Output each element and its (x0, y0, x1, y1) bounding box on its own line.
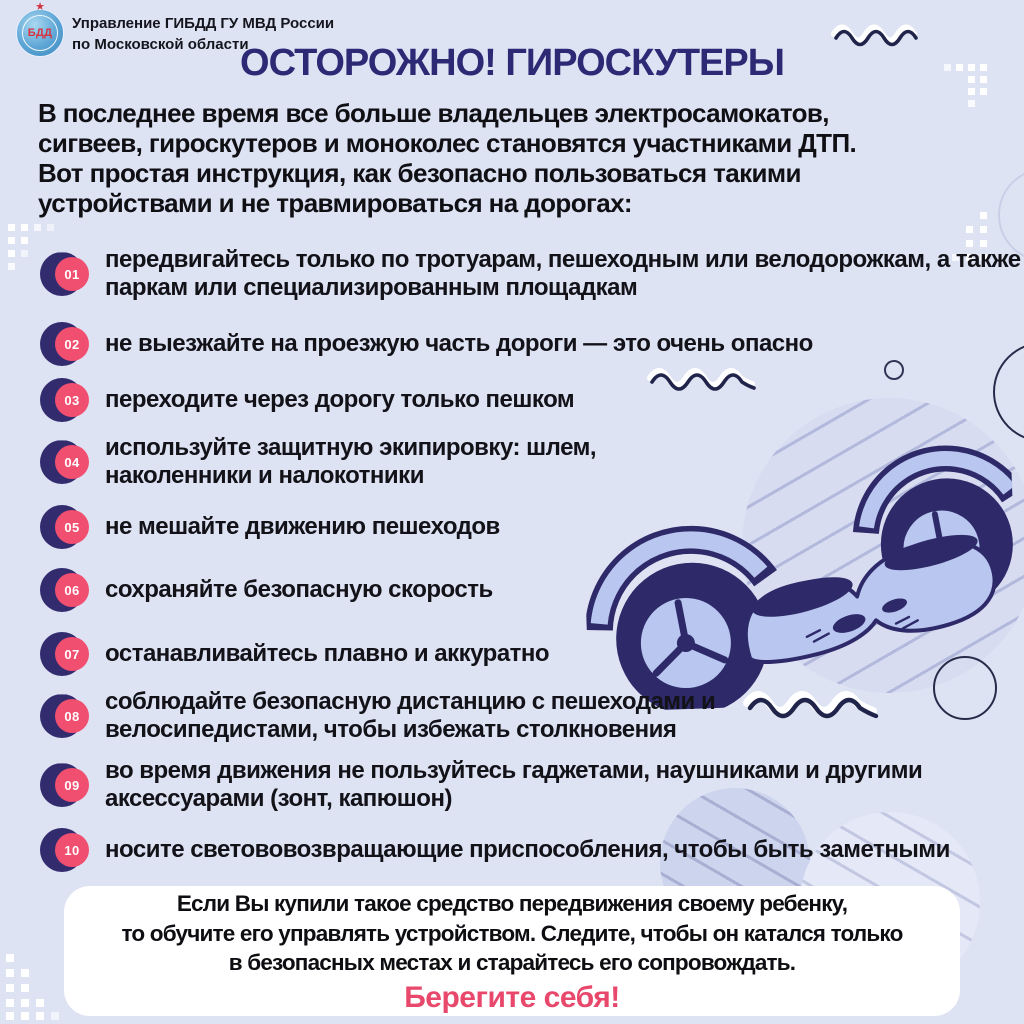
item-number: 06 (55, 573, 89, 607)
footer-line: в безопасных местах и старайтесь его сопровождать. (228, 950, 796, 976)
item-number-badge (40, 505, 92, 549)
item-number-badge (40, 632, 92, 676)
list-item (40, 757, 1024, 814)
list-item-text: носите светововозвращающие приспособления, чтобы быть заметными (105, 835, 950, 863)
item-number: 01 (55, 257, 89, 291)
poster-title: ОСТОРОЖНО! ГИРОСКУТЕРЫ (240, 42, 784, 84)
hoverboard-illustration (581, 438, 1020, 713)
item-number-badge (40, 322, 92, 366)
item-number-badge (40, 763, 92, 807)
list-item-text: используйте защитную экипировку: шлем, наколенники и налокотники (105, 434, 597, 490)
item-number: 05 (55, 510, 89, 544)
item-number-badge (40, 568, 92, 612)
item-number-badge (40, 694, 92, 738)
item-number: 09 (55, 768, 89, 802)
intro-line: Вот простая инструкция, как безопасно пользоваться такими (38, 158, 801, 189)
footer-line: то обучите его управлять устройством. Следите, чтобы он катался только (121, 920, 903, 946)
list-item (40, 434, 625, 491)
intro-paragraph (38, 98, 856, 219)
item-number: 02 (55, 327, 89, 361)
list-item (40, 378, 574, 422)
item-number: 10 (55, 833, 89, 867)
list-item-text: соблюдайте безопасную дистанцию с пешеходами и велосипедистами, чтобы избежать столкновения (105, 688, 716, 744)
item-number-badge (40, 440, 92, 484)
item-number: 03 (55, 383, 89, 417)
squiggle-icon (646, 366, 766, 396)
dots-grid (6, 954, 70, 1022)
footer-highlight: Берегите себя! (404, 981, 620, 1015)
list-item-text: не выезжайте на проезжую часть дороги — это очень опасно (105, 329, 813, 357)
logo-text: БДД (27, 27, 53, 39)
list-item (40, 505, 500, 549)
circle-outline-decoration (993, 342, 1024, 442)
list-item (40, 688, 755, 745)
small-ring-decoration (884, 360, 904, 380)
star-icon: ★ (35, 1, 45, 13)
intro-line: сигвеев, гироскутеров и моноколес становятся участниками ДТП. (38, 128, 857, 159)
list-item-text: останавливайтесь плавно и аккуратно (105, 639, 550, 667)
list-item (40, 246, 1024, 303)
footer-line: Если Вы купили такое средство передвижения своему ребенку, (176, 890, 848, 916)
intro-line: В последнее время все больше владельцев электросамокатов, (38, 98, 829, 128)
item-number-badge (40, 252, 92, 296)
intro-line: устройствами и не травмироваться на дорогах: (38, 188, 632, 219)
list-item-text: во время движения не пользуйтесь гаджетами, наушниками и другими аксессуарами (зонт, капюшон) (105, 757, 923, 813)
list-item (40, 322, 813, 366)
list-item (40, 828, 950, 872)
item-number-badge (40, 378, 92, 422)
list-item (40, 568, 493, 612)
list-item-text: передвигайтесь только по тротуарам, пешеходным или велодорожкам, а также паркам или специализированным площадкам (105, 246, 1021, 302)
org-line: по Московской области (72, 36, 249, 53)
footer-advice-box (64, 886, 960, 1016)
list-item (40, 632, 549, 676)
list-item-text: сохраняйте безопасную скорость (105, 575, 493, 603)
item-number: 08 (55, 699, 89, 733)
list-item-text: переходите через дорогу только пешком (105, 385, 575, 413)
item-number: 04 (55, 445, 89, 479)
list-item-text: не мешайте движению пешеходов (105, 512, 500, 540)
item-number: 07 (55, 637, 89, 671)
item-number-badge (40, 828, 92, 872)
org-line: Управление ГИБДД ГУ МВД России (72, 15, 335, 32)
